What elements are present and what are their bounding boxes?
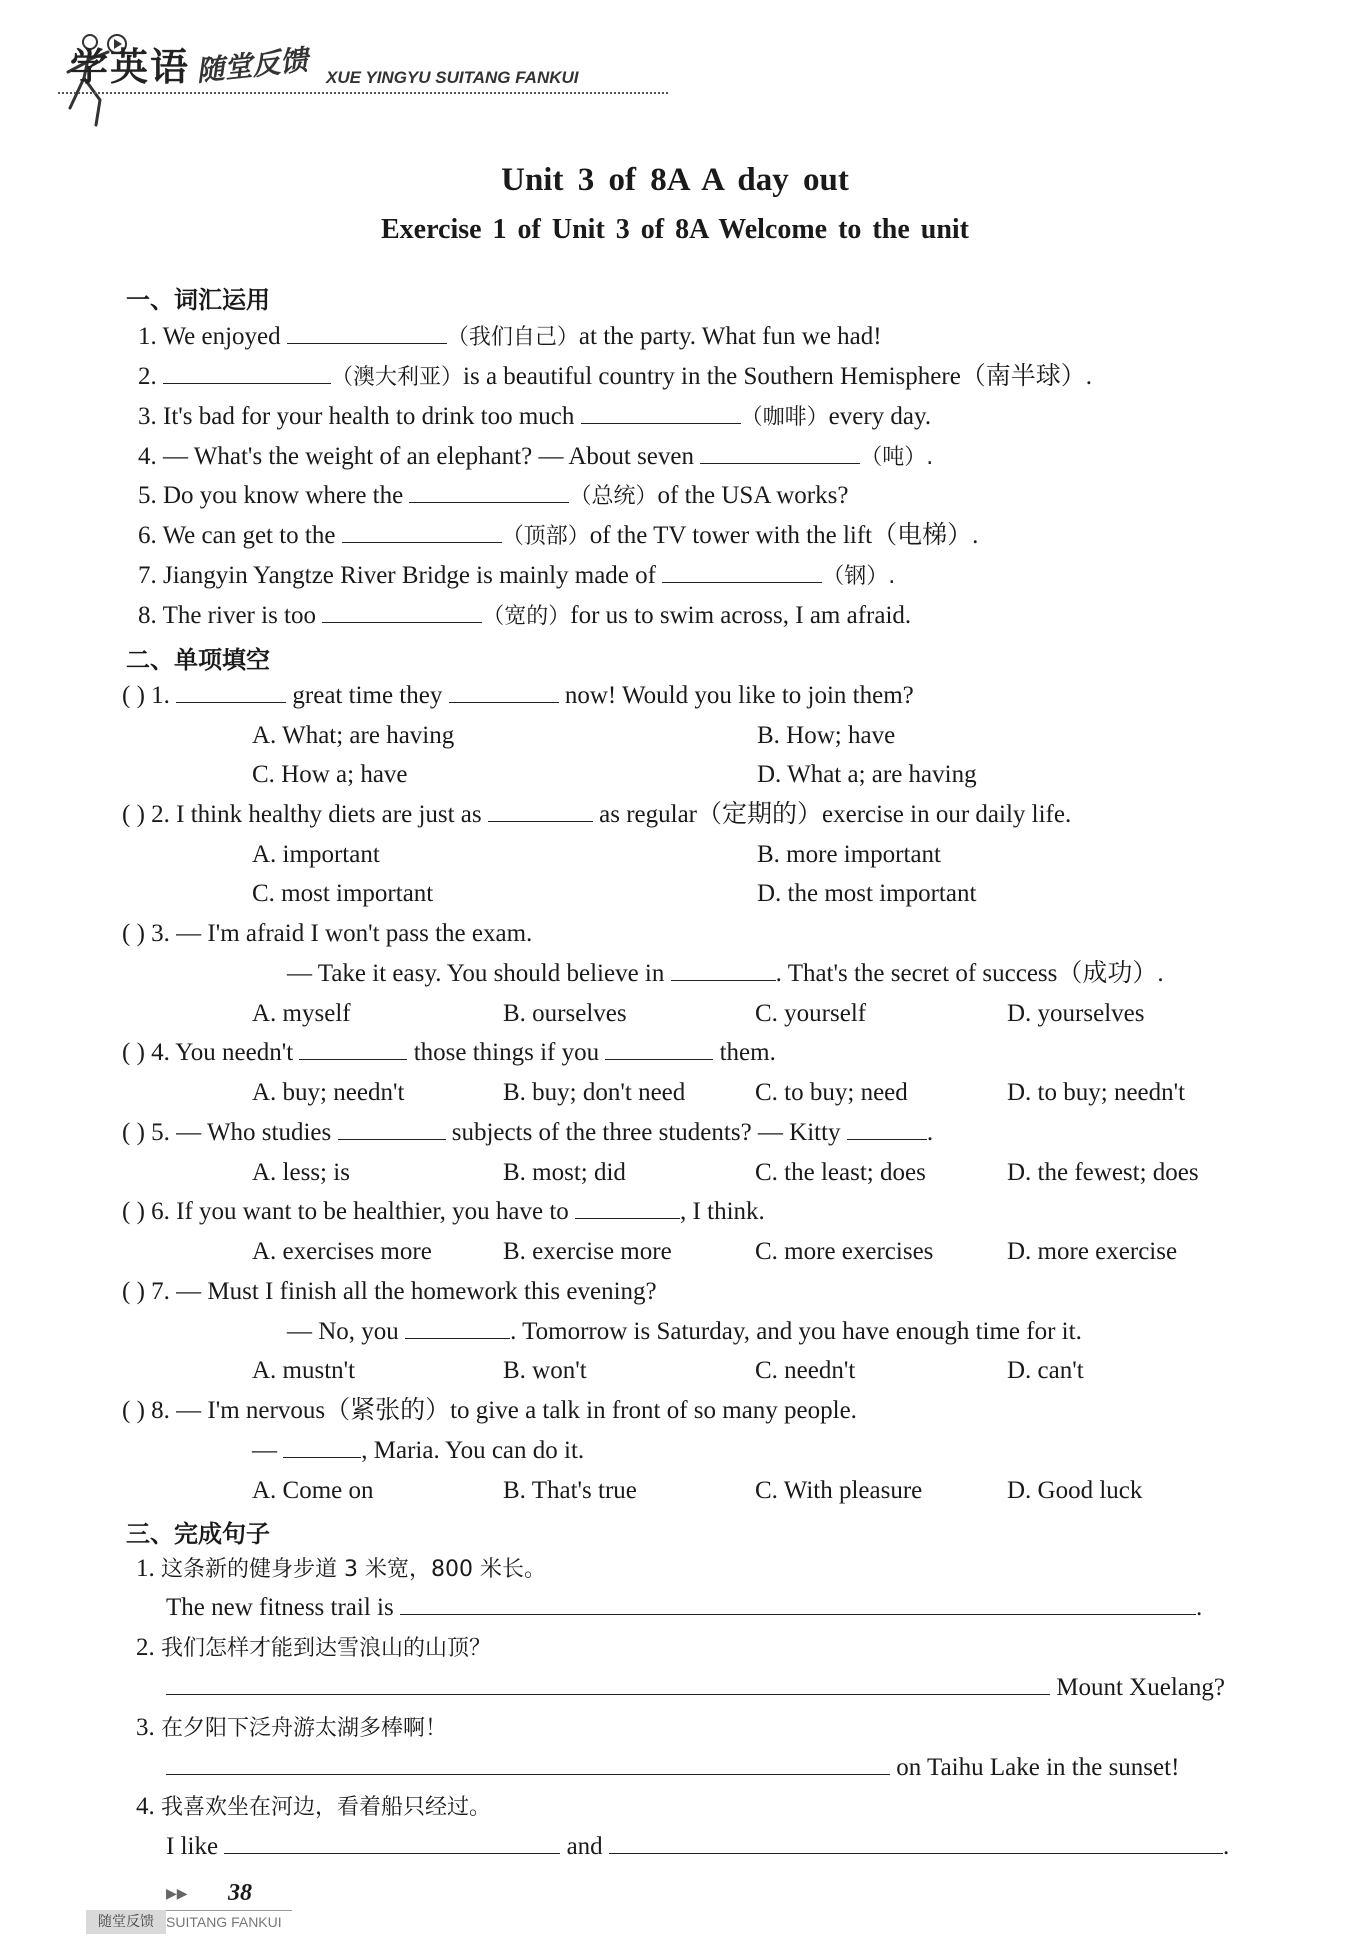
answer-blank[interactable] bbox=[449, 682, 559, 703]
option-d[interactable]: D. can't bbox=[1007, 1357, 1084, 1384]
header-title-cn: 学英语 bbox=[70, 45, 191, 89]
choice-question-6: ( ) 6. If you want to be healthier, you have to , I think. bbox=[122, 1198, 765, 1225]
answer-blank[interactable] bbox=[287, 323, 447, 344]
page-title: Unit 3 of 8A A day out bbox=[501, 162, 849, 198]
answer-blank[interactable] bbox=[224, 1833, 560, 1854]
option-a[interactable]: A. mustn't bbox=[252, 1357, 356, 1384]
double-arrow-icon: ▶▶ bbox=[166, 1887, 188, 1902]
option-b[interactable]: B. That's true bbox=[503, 1477, 637, 1504]
answer-paren[interactable]: ( ) bbox=[122, 920, 145, 947]
option-a[interactable]: A. exercises more bbox=[252, 1238, 432, 1265]
option-b[interactable]: B. How; have bbox=[757, 722, 896, 749]
header-title-en: XUE YINGYU SUITANG FANKUI bbox=[326, 68, 579, 87]
option-b[interactable]: B. more important bbox=[757, 841, 941, 868]
option-a[interactable]: A. less; is bbox=[252, 1159, 350, 1186]
section-heading-vocabulary: 一、词汇运用 bbox=[126, 286, 270, 314]
answer-paren[interactable]: ( ) bbox=[122, 1278, 145, 1305]
answer-paren[interactable]: ( ) bbox=[122, 1119, 145, 1146]
sentence-2-cn: 2. 我们怎样才能到达雪浪山的山顶？ bbox=[136, 1634, 492, 1661]
choice-question-4: ( ) 4. You needn't those things if you them. bbox=[122, 1039, 776, 1066]
answer-blank[interactable] bbox=[400, 1594, 1196, 1615]
answer-blank[interactable] bbox=[847, 1119, 927, 1140]
vocab-item-4: 4. — What's the weight of an elephant? — About seven （吨）. bbox=[138, 443, 934, 470]
answer-paren[interactable]: ( ) bbox=[122, 1397, 145, 1424]
page-number: 38 bbox=[228, 1880, 252, 1906]
footer-label-en: SUITANG FANKUI bbox=[166, 1914, 282, 1930]
vocab-item-1: 1. We enjoyed （我们自己）at the party. What fun we had! bbox=[138, 323, 882, 350]
option-d[interactable]: D. yourselves bbox=[1007, 1000, 1145, 1027]
section-heading-complete-sentences: 三、完成句子 bbox=[126, 1520, 270, 1548]
option-a[interactable]: A. What; are having bbox=[252, 722, 455, 749]
choice-question-7-line-2: — No, you . Tomorrow is Saturday, and you have enough time for it. bbox=[287, 1318, 1082, 1345]
answer-blank[interactable] bbox=[609, 1833, 1223, 1854]
option-d[interactable]: D. more exercise bbox=[1007, 1238, 1178, 1265]
answer-blank[interactable] bbox=[581, 403, 741, 424]
choice-question-7: ( ) 7. — Must I finish all the homework this evening? bbox=[122, 1278, 657, 1305]
vocab-item-3: 3. It's bad for your health to drink too much （咖啡）every day. bbox=[138, 403, 932, 430]
option-b[interactable]: B. buy; don't need bbox=[503, 1079, 686, 1106]
section-heading-single-choice: 二、单项填空 bbox=[126, 646, 270, 674]
option-d[interactable]: D. the fewest; does bbox=[1007, 1159, 1199, 1186]
sentence-4-en: I like and . bbox=[166, 1833, 1230, 1860]
option-a[interactable]: A. buy; needn't bbox=[252, 1079, 405, 1106]
footer-label-cn: 随堂反馈 bbox=[86, 1910, 166, 1934]
answer-blank[interactable] bbox=[700, 443, 860, 464]
choice-question-2: ( ) 2. I think healthy diets are just as as regular（定期的）exercise in our daily life. bbox=[122, 801, 1072, 828]
choice-question-3-line-2: — Take it easy. You should believe in . That's the secret of success（成功）. bbox=[287, 960, 1164, 987]
choice-question-1: ( ) 1. great time they now! Would you like to join them? bbox=[122, 682, 914, 709]
option-d[interactable]: D. to buy; needn't bbox=[1007, 1079, 1186, 1106]
answer-paren[interactable]: ( ) bbox=[122, 1039, 145, 1066]
option-b[interactable]: B. won't bbox=[503, 1357, 587, 1384]
vocab-item-2: 2. （澳大利亚）is a beautiful country in the Southern Hemisphere（南半球）. bbox=[138, 363, 1093, 390]
answer-blank[interactable] bbox=[405, 1318, 510, 1339]
option-c[interactable]: C. most important bbox=[252, 880, 434, 907]
sentence-2-en: Mount Xuelang? bbox=[166, 1673, 1225, 1703]
answer-blank[interactable] bbox=[488, 801, 593, 822]
option-a[interactable]: A. important bbox=[252, 841, 380, 868]
answer-blank[interactable] bbox=[176, 682, 286, 703]
answer-paren[interactable]: ( ) bbox=[122, 1198, 145, 1225]
sentence-3-cn: 3. 在夕阳下泛舟游太湖多棒啊！ bbox=[136, 1714, 448, 1741]
answer-blank[interactable] bbox=[409, 482, 569, 503]
vocab-item-6: 6. We can get to the （顶部）of the TV tower with the lift（电梯）. bbox=[138, 522, 979, 549]
page-subtitle: Exercise 1 of Unit 3 of 8A Welcome to the unit bbox=[380, 214, 969, 245]
option-c[interactable]: C. to buy; need bbox=[755, 1079, 908, 1106]
option-a[interactable]: A. Come on bbox=[252, 1477, 374, 1504]
option-c[interactable]: C. With pleasure bbox=[755, 1477, 923, 1504]
answer-blank[interactable] bbox=[342, 522, 502, 543]
answer-blank[interactable] bbox=[283, 1437, 361, 1458]
option-b[interactable]: B. most; did bbox=[503, 1159, 626, 1186]
option-d[interactable]: D. Good luck bbox=[1007, 1477, 1143, 1504]
sentence-4-cn: 4. 我喜欢坐在河边，看着船只经过。 bbox=[136, 1793, 492, 1820]
option-b[interactable]: B. ourselves bbox=[503, 1000, 627, 1027]
choice-question-3: ( ) 3. — I'm afraid I won't pass the exam. bbox=[122, 920, 533, 947]
sentence-1-cn: 1. 这条新的健身步道 3 米宽，800 米长。 bbox=[136, 1555, 546, 1582]
choice-question-8-line-2: — , Maria. You can do it. bbox=[252, 1437, 585, 1464]
answer-blank[interactable] bbox=[671, 960, 776, 981]
answer-blank[interactable] bbox=[338, 1119, 446, 1140]
option-c[interactable]: C. How a; have bbox=[252, 761, 408, 788]
answer-paren[interactable]: ( ) bbox=[122, 801, 145, 828]
option-a[interactable]: A. myself bbox=[252, 1000, 351, 1027]
answer-blank[interactable] bbox=[575, 1198, 680, 1219]
option-c[interactable]: C. more exercises bbox=[755, 1238, 934, 1265]
option-b[interactable]: B. exercise more bbox=[503, 1238, 672, 1265]
answer-paren[interactable]: ( ) bbox=[122, 682, 145, 709]
vocab-item-7: 7. Jiangyin Yangtze River Bridge is mainly made of （钢）. bbox=[138, 562, 896, 589]
vocab-item-5: 5. Do you know where the （总统）of the USA works? bbox=[138, 482, 849, 509]
choice-question-8: ( ) 8. — I'm nervous（紧张的）to give a talk in front of so many people. bbox=[122, 1397, 857, 1424]
option-d[interactable]: D. the most important bbox=[757, 880, 977, 907]
option-c[interactable]: C. the least; does bbox=[755, 1159, 926, 1186]
sentence-1-en: The new fitness trail is . bbox=[166, 1594, 1203, 1621]
header-subtitle-cn: 随堂反馈 bbox=[194, 43, 310, 88]
choice-question-5: ( ) 5. — Who studies subjects of the three students? — Kitty . bbox=[122, 1119, 934, 1146]
answer-blank[interactable] bbox=[166, 1674, 1050, 1695]
option-c[interactable]: C. yourself bbox=[755, 1000, 867, 1027]
answer-blank[interactable] bbox=[662, 562, 822, 583]
answer-blank[interactable] bbox=[322, 602, 482, 623]
header-divider bbox=[58, 92, 668, 94]
answer-blank[interactable] bbox=[605, 1039, 713, 1060]
answer-blank[interactable] bbox=[299, 1039, 407, 1060]
answer-blank[interactable] bbox=[166, 1754, 890, 1775]
vocab-item-8: 8. The river is too （宽的）for us to swim across, I am afraid. bbox=[138, 602, 912, 629]
option-c[interactable]: C. needn't bbox=[755, 1357, 856, 1384]
answer-blank[interactable] bbox=[163, 363, 331, 384]
sentence-3-en: on Taihu Lake in the sunset! bbox=[166, 1753, 1179, 1783]
option-d[interactable]: D. What a; are having bbox=[757, 761, 977, 788]
